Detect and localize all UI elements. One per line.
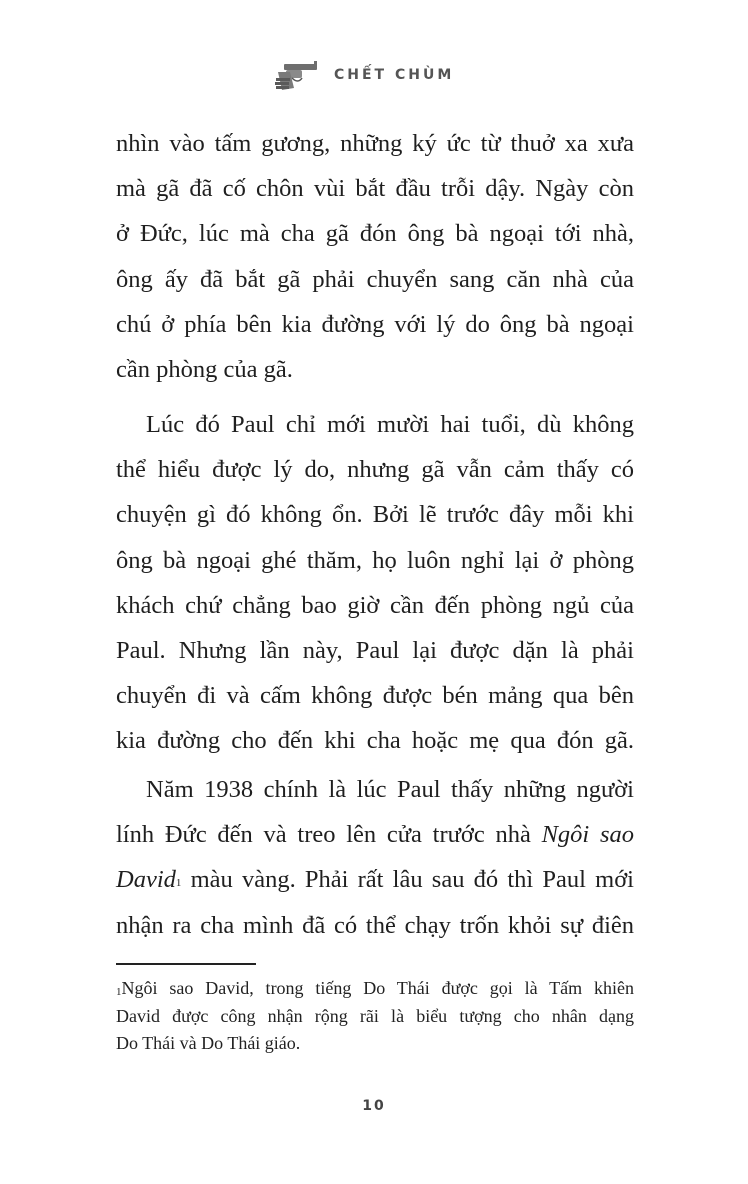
text-line: mà gã đã cố chôn vùi bắt đầu trỗi dậy. Ngày còn bbox=[116, 175, 634, 203]
footnote-marker: 1 bbox=[116, 986, 122, 998]
text-line: nhìn vào tấm gương, những ký ức từ thuở xa xưa bbox=[116, 130, 634, 157]
footnote-line bbox=[116, 975, 634, 1003]
italic-term: David bbox=[116, 866, 176, 894]
text-line: chuyện gì đó không ổn. Bởi lẽ trước đây mỗi khi bbox=[116, 501, 634, 529]
text-line: chuyển đi và cấm không được bén mảng qua bên bbox=[116, 682, 634, 710]
paragraph-2 bbox=[116, 402, 634, 764]
text-line: Năm 1938 chính là lúc Paul thấy những người bbox=[146, 776, 634, 803]
footnote-reference[interactable]: 1 bbox=[175, 877, 182, 890]
footnote-text: Ngôi sao David, trong tiếng Do Thái được gọi là Tấm khiên bbox=[121, 978, 634, 998]
text-line: khách chứ chẳng bao giờ cần đến phòng ngủ của bbox=[116, 591, 634, 619]
text-line: cần phòng của gã. bbox=[116, 356, 293, 384]
text-line: nhận ra cha mình đã có thể chạy trốn khỏi sự điên bbox=[116, 911, 634, 939]
text-line bbox=[116, 857, 634, 902]
text-line: kia đường cho đến khi cha hoặc mẹ qua đón gã. bbox=[116, 727, 634, 755]
running-header-title: CHẾT CHÙM bbox=[334, 67, 455, 83]
text-line: Lúc đó Paul chỉ mới mười hai tuổi, dù không bbox=[146, 411, 634, 438]
revolver-icon bbox=[274, 58, 320, 92]
footnote-line: David được công nhận rộng rãi là biểu tượng cho nhân dạng bbox=[116, 1005, 634, 1026]
text-line: ông bà ngoại ghé thăm, họ luôn nghỉ lại ở phòng bbox=[116, 546, 634, 574]
page-number: 10 bbox=[362, 1098, 386, 1114]
paragraph-1 bbox=[116, 121, 634, 392]
text-segment: lính Đức đến và treo lên cửa trước nhà bbox=[116, 821, 542, 849]
text-line: ở Đức, lúc mà cha gã đón ông bà ngoại tới nhà, bbox=[116, 220, 634, 248]
running-header bbox=[274, 55, 454, 95]
text-line: chú ở phía bên kia đường với lý do ông bà ngoại bbox=[116, 310, 634, 338]
text-line bbox=[116, 812, 634, 857]
text-line: ông ấy đã bắt gã phải chuyển sang căn nhà của bbox=[116, 265, 634, 293]
italic-term: Ngôi sao bbox=[541, 821, 634, 849]
footnote-divider bbox=[116, 963, 256, 965]
paragraph-3 bbox=[116, 767, 634, 948]
text-line: Paul. Nhưng lần này, Paul lại được dặn là phải bbox=[116, 637, 634, 665]
text-line: thể hiểu được lý do, nhưng gã vẫn cảm thấy có bbox=[116, 456, 634, 484]
text-segment: màu vàng. Phải rất lâu sau đó thì Paul mới bbox=[181, 866, 634, 894]
footnote-line: Do Thái và Do Thái giáo. bbox=[116, 1033, 301, 1053]
footnote bbox=[116, 975, 634, 1058]
